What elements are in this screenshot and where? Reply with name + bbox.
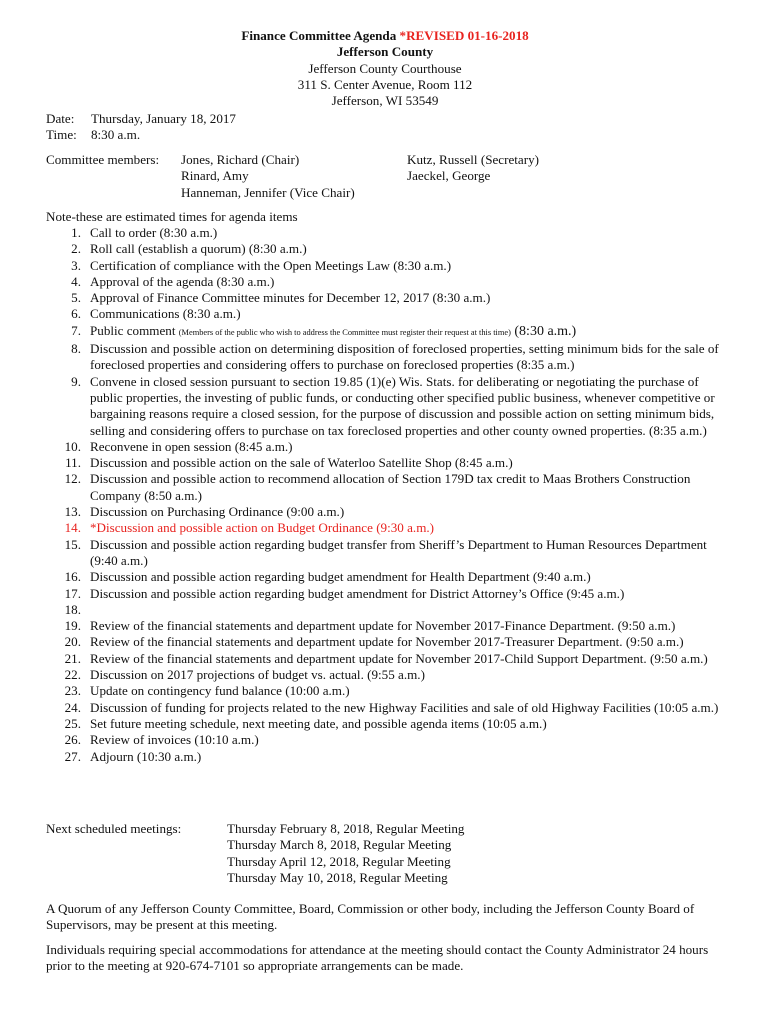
- agenda-item-text: Reconvene in open session (8:45 a.m.): [90, 438, 293, 454]
- agenda-item-time: (8:30 a.m.): [510, 323, 577, 339]
- agenda-item-text: Convene in closed session pursuant to section 19.85 (1)(e) Wis. Stats. for deliberating or negotiating the purchase of public properties, the investing of public funds, or conducting other specified public business, whenever competitive or bargaining reasons require a closed session, for the purpose of discussion and possible action on setting minimum bids, selling and considering offers to purchase on tax foreclosed properties and other county owned properties. (8:35 a.m.): [90, 373, 715, 438]
- agenda-item: [46, 683, 726, 699]
- agenda-item-text: Public comment: [90, 322, 179, 338]
- agenda-item: [46, 471, 726, 504]
- agenda-item-text: Discussion and possible action to recommend allocation of Section 179D tax credit to Maas Brothers Construction Company (8:50 a.m.): [90, 471, 691, 503]
- member-name: Kutz, Russell (Secretary): [407, 152, 539, 167]
- date-label: Date:: [46, 111, 75, 126]
- agenda-item-text: Review of the financial statements and department update for November 2017-Child Support Department. (9:50 a.m.): [90, 650, 708, 666]
- agenda-item: [46, 439, 726, 455]
- agenda-item: [46, 569, 726, 585]
- agenda-item-number: 8.: [71, 341, 81, 357]
- next-meetings-label: Next scheduled meetings:: [46, 821, 182, 836]
- agenda-item-number: 12.: [64, 471, 81, 487]
- location-name: Jefferson County Courthouse: [308, 60, 462, 76]
- agenda-item-text: Certification of compliance with the Open Meetings Law (8:30 a.m.): [90, 257, 452, 273]
- meeting-meta: [46, 111, 236, 144]
- agenda-item-text: Call to order (8:30 a.m.): [90, 225, 218, 240]
- agenda-item: [46, 634, 726, 650]
- agenda-item-number: 22.: [64, 667, 81, 683]
- agenda-item-number: 5.: [71, 290, 81, 306]
- member-name: Hanneman, Jennifer (Vice Chair): [181, 184, 355, 200]
- agenda-item: [46, 258, 726, 274]
- agenda-item-text: Adjourn (10:30 a.m.): [90, 748, 202, 764]
- agenda-item-text: Discussion and possible action regarding budget amendment for Health Department (9:40 a.m.): [90, 569, 591, 585]
- agenda-item: [46, 586, 726, 602]
- agenda-item-number: 11.: [65, 455, 81, 471]
- agenda-item-text: Update on contingency fund balance (10:00 a.m.): [90, 683, 350, 699]
- agenda-item-text: Discussion on Purchasing Ordinance (9:00 a.m.): [90, 504, 345, 520]
- agenda-item-number: 3.: [71, 257, 81, 273]
- agenda-title: Finance Committee Agenda: [241, 28, 400, 43]
- committee-members-label: Committee members:: [46, 152, 160, 167]
- agenda-item: [46, 274, 726, 290]
- agenda-item-text: Approval of Finance Committee minutes for December 12, 2017 (8:30 a.m.): [90, 290, 491, 306]
- agenda-item: [46, 241, 726, 257]
- agenda-item-number: 13.: [64, 504, 81, 520]
- time-value: 8:30 a.m.: [91, 127, 141, 143]
- agenda-item: [46, 504, 726, 520]
- agenda-item-number: 6.: [71, 306, 81, 322]
- agenda-item-number: 26.: [64, 732, 81, 748]
- agenda-item-text: Discussion and possible action on determining disposition of foreclosed properties, setting minimum bids for the sale of foreclosed properties and considering offers to purchase on foreclosed properties (8:35 a.m.): [90, 341, 719, 373]
- meeting-date: Thursday February 8, 2018, Regular Meeting: [227, 821, 465, 836]
- agenda-item-number: 15.: [64, 536, 81, 552]
- meeting-date: Thursday May 10, 2018, Regular Meeting: [227, 869, 448, 885]
- agenda-item: [46, 732, 726, 748]
- agenda-item-number: 16.: [64, 569, 81, 585]
- agenda-item-revised: [46, 520, 726, 536]
- agenda-item: [46, 651, 726, 667]
- quorum-notice: A Quorum of any Jefferson County Committee, Board, Commission or other body, including the Jefferson County Board of Supervisors, may be present at this meeting.: [46, 901, 695, 933]
- agenda-item-text: Roll call (establish a quorum) (8:30 a.m.): [90, 241, 307, 257]
- agenda-note: Note-these are estimated times for agenda items: [46, 209, 298, 224]
- agenda-item: [46, 700, 726, 716]
- member-name: Jones, Richard (Chair): [181, 152, 300, 167]
- agenda-item: [46, 618, 726, 634]
- agenda-item-text: Discussion on 2017 projections of budget vs. actual. (9:55 a.m.): [90, 667, 425, 683]
- agenda-item-number: 24.: [64, 699, 81, 715]
- agenda-item-number: 7.: [71, 322, 81, 338]
- agenda-item-text: Discussion of funding for projects related to the new Highway Facilities and sale of old Highway Facilities (10:05 a.m.): [90, 699, 719, 715]
- agenda-item-text: Communications (8:30 a.m.): [90, 306, 241, 322]
- agenda-item-number: 14.: [64, 520, 81, 536]
- next-meetings-dates: [227, 821, 464, 886]
- agenda-item: [46, 537, 726, 570]
- agenda-item: [46, 341, 726, 374]
- agenda-item-number: 21.: [64, 650, 81, 666]
- agenda-item-text: Review of invoices (10:10 a.m.): [90, 732, 259, 748]
- agenda-list: [46, 225, 726, 765]
- agenda-item: [46, 225, 726, 241]
- street-address: 311 S. Center Avenue, Room 112: [297, 76, 473, 92]
- agenda-item: [46, 667, 726, 683]
- date-row: [46, 111, 236, 127]
- agenda-item: [46, 306, 726, 322]
- agenda-item-number: 2.: [71, 241, 81, 257]
- time-row: [46, 127, 236, 143]
- members-column-2: [407, 152, 539, 185]
- agenda-item-number: 4.: [71, 273, 81, 289]
- committee-members: [46, 152, 746, 204]
- agenda-item: [46, 749, 726, 765]
- agenda-item: [46, 323, 726, 341]
- agenda-item: [46, 374, 726, 439]
- member-name: Rinard, Amy: [181, 168, 249, 184]
- time-label: Time:: [46, 127, 77, 143]
- agenda-item-number: 19.: [64, 618, 81, 634]
- public-comment-note: (Members of the public who wish to address the Committee must register their request at this time): [178, 327, 511, 337]
- members-column-1: [181, 152, 355, 201]
- agenda-item-number: 17.: [64, 585, 81, 601]
- revised-notice: *REVISED 01-16-2018: [399, 28, 529, 43]
- agenda-item: [46, 455, 726, 471]
- agenda-item: [46, 290, 726, 306]
- city-address: Jefferson, WI 53549: [331, 93, 439, 109]
- agenda-item-number: 25.: [64, 715, 81, 731]
- agenda-item-text: Approval of the agenda (8:30 a.m.): [90, 273, 275, 289]
- accommodation-notice: Individuals requiring special accommodations for attendance at the meeting should contact the County Administrator 24 hours prior to the meeting at 920-674-7101 so appropriate arrangements can be made.: [46, 942, 709, 974]
- agenda-item-text: Discussion and possible action regarding budget transfer from Sheriff’s Department to Human Resources Department (9:40 a.m.): [90, 536, 707, 568]
- agenda-item-text: Set future meeting schedule, next meeting date, and possible agenda items (10:05 a.m.): [90, 715, 547, 731]
- agenda-item-text: Review of the financial statements and department update for November 2017-Finance Department. (9:50 a.m.): [90, 618, 676, 634]
- agenda-header: [0, 28, 770, 109]
- agenda-item-text: *Discussion and possible action on Budget Ordinance (9:30 a.m.): [90, 520, 435, 536]
- county-name: Jefferson County: [336, 44, 434, 60]
- agenda-item-text: Review of the financial statements and department update for November 2017-Treasurer Department. (9:50 a.m.): [90, 634, 684, 650]
- agenda-item-number: 18.: [64, 601, 81, 617]
- agenda-item-empty: [46, 602, 726, 618]
- agenda-item-number: 10.: [64, 438, 81, 454]
- agenda-item-number: 1.: [71, 225, 81, 240]
- agenda-item: [46, 716, 726, 732]
- agenda-item-number: 20.: [64, 634, 81, 650]
- member-name: Jaeckel, George: [407, 168, 491, 184]
- agenda-title-line: [0, 28, 770, 44]
- agenda-item-number: 9.: [71, 373, 81, 389]
- meeting-date: Thursday March 8, 2018, Regular Meeting: [227, 837, 452, 853]
- agenda-item-text: Discussion and possible action regarding budget amendment for District Attorney’s Office (9:45 a.m.): [90, 585, 625, 601]
- meeting-date: Thursday April 12, 2018, Regular Meeting: [227, 853, 451, 869]
- agenda-item-text: Discussion and possible action on the sale of Waterloo Satellite Shop (8:45 a.m.): [90, 455, 513, 471]
- agenda-item-number: 23.: [64, 683, 81, 699]
- agenda-item-number: 27.: [64, 748, 81, 764]
- date-value: Thursday, January 18, 2017: [91, 111, 236, 126]
